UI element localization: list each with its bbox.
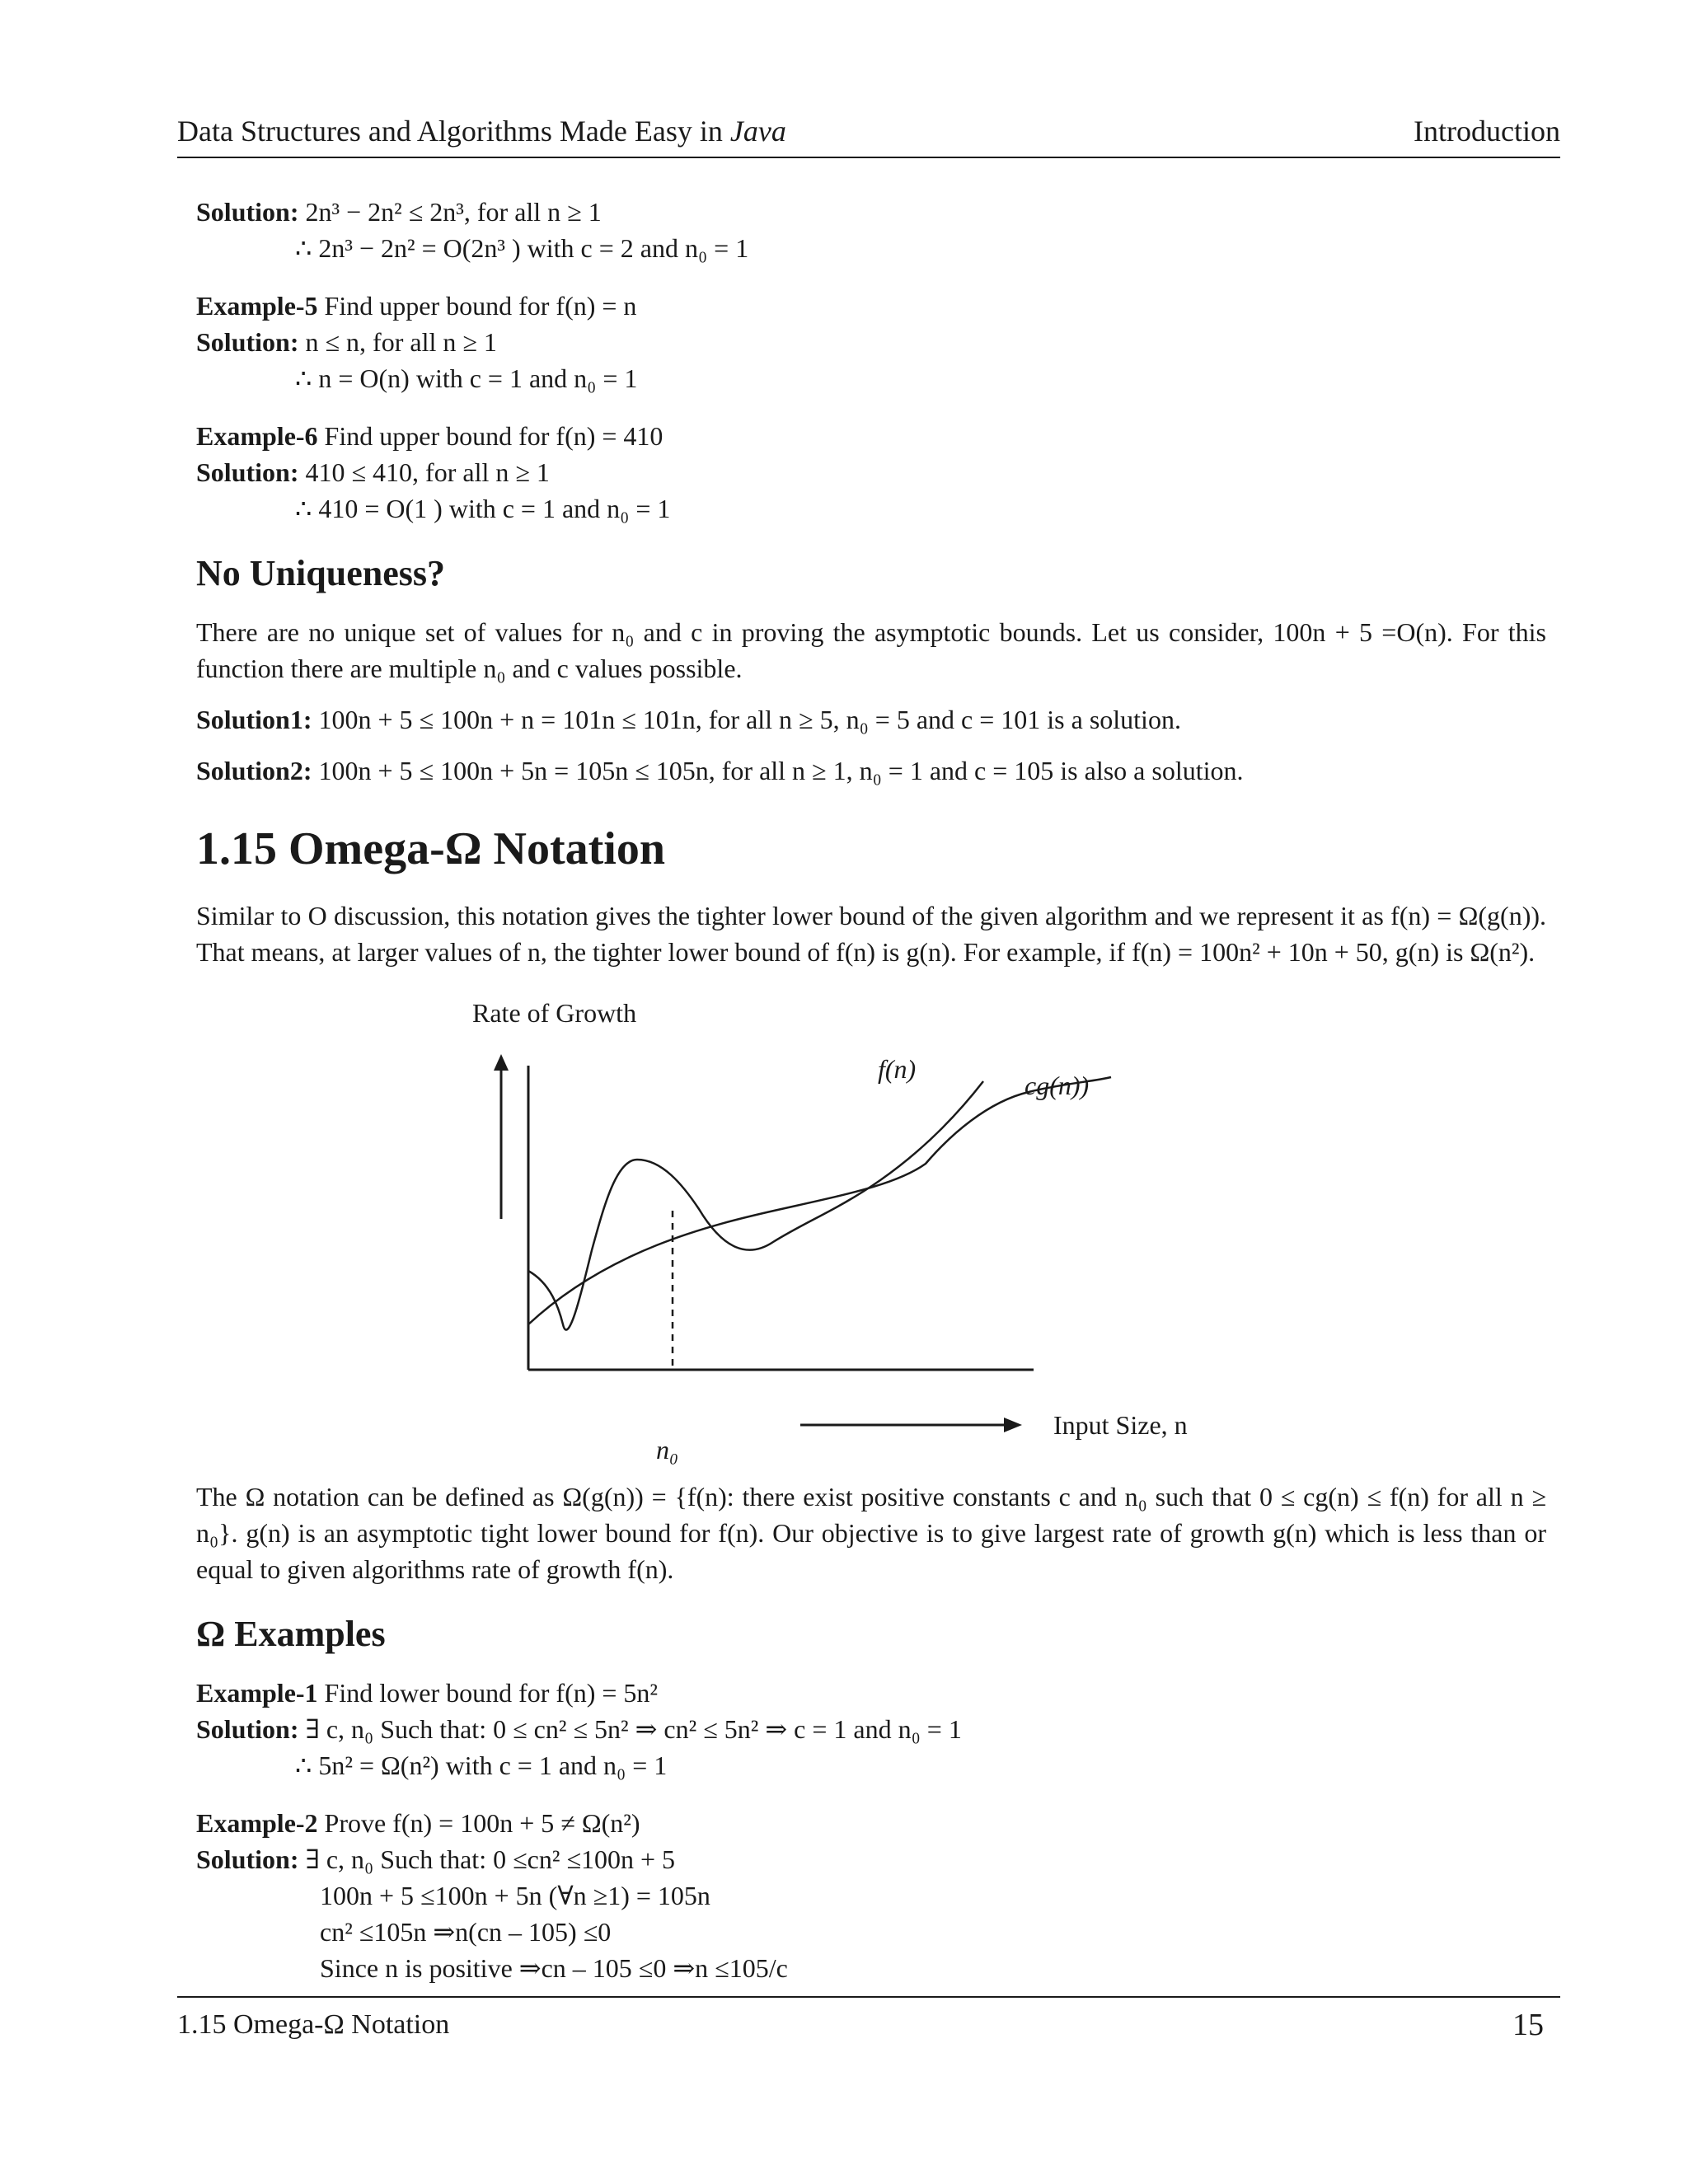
omega-example2-solution-line1: Solution: ∃ c, n₀ Such that: 0 ≤cn² ≤100n + 5 [196, 1844, 676, 1874]
example-label: Example-6 [196, 421, 318, 451]
solution-label: Solution: [196, 327, 299, 357]
cg-curve [528, 1077, 1111, 1324]
y-axis-label: Rate of Growth [472, 998, 637, 1028]
omega-paragraph: Similar to O discussion, this notation gives the tighter lower bound of the given algorithm and we represent it as f(n) = Ω(g(n)). That means, at larger values of n, the tighter lower bound of f(n) is g(n). For example, if f(n) = 100n² + 10n + 50, g(n) is Ω(n²). [196, 901, 1546, 967]
omega-definition-paragraph: The Ω notation can be defined as Ω(g(n)) = {f(n): there exist positive constants c and n₀ such that 0 ≤ cg(n) ≤ f(n) for all n ≥ n₀}. g(n) is an asymptotic tight lower bound for f(n). Our objective is to give largest rate of growth g(n) which is less than or equal to given algorithms rate of growth f(n). [196, 1482, 1546, 1584]
page-content [196, 194, 1546, 1986]
example-label: Example-2 [196, 1808, 318, 1838]
uniqueness-solution2: Solution2: 100n + 5 ≤ 100n + 5n = 105n ≤ 105n, for all n ≥ 1, n₀ = 1 and c = 105 is also a solution. [196, 756, 1244, 785]
section-heading-uniqueness: No Uniqueness? [196, 553, 445, 593]
f-curve-label: f(n) [878, 1054, 917, 1084]
chapter-name: Introduction [1414, 115, 1560, 148]
block1-solution-line1: Solution: 2n³ − 2n² ≤ 2n³, for all n ≥ 1 [196, 197, 602, 227]
solution-label: Solution: [196, 197, 299, 227]
solution-label: Solution2: [196, 756, 312, 785]
example6-solution-line2: ∴ 410 = O(1 ) with c = 1 and n₀ = 1 [295, 494, 671, 523]
omega-example2-statement: Example-2 Prove f(n) = 100n + 5 ≠ Ω(n²) [196, 1808, 640, 1838]
example5-statement: Example-5 Find upper bound for f(n) = n [196, 291, 637, 321]
omega-example1-statement: Example-1 Find lower bound for f(n) = 5n² [196, 1678, 659, 1708]
omega-example2-solution-line2: 100n + 5 ≤100n + 5n (∀n ≥1) = 105n [320, 1881, 710, 1910]
example5-solution-line2: ∴ n = O(n) with c = 1 and n₀ = 1 [295, 363, 638, 393]
example-label: Example-1 [196, 1678, 318, 1708]
f-curve [528, 1081, 983, 1330]
omega-example2-solution-line3: cn² ≤105n ⇒n(cn – 105) ≤0 [320, 1917, 612, 1947]
omega-example1-solution-line1: Solution: ∃ c, n₀ Such that: 0 ≤ cn² ≤ 5n² ⇒ cn² ≤ 5n² ⇒ c = 1 and n₀ = 1 [196, 1714, 962, 1744]
solution-label: Solution: [196, 457, 299, 487]
page-footer [177, 1996, 1560, 2046]
uniqueness-solution1: Solution1: 100n + 5 ≤ 100n + n = 101n ≤ 101n, for all n ≥ 5, n₀ = 5 and c = 101 is a solution. [196, 705, 1181, 734]
book-title: Data Structures and Algorithms Made Easy in Java [177, 115, 786, 148]
x-axis-label: Input Size, n [1053, 1410, 1188, 1440]
page-header [177, 107, 1560, 158]
page-number: 15 [1512, 2008, 1544, 2042]
section-heading-omega: 1.15 Omega-Ω Notation [196, 823, 665, 874]
footer-section-name: 1.15 Omega-Ω Notation [177, 2009, 450, 2040]
omega-example1-solution-line2: ∴ 5n² = Ω(n²) with c = 1 and n₀ = 1 [295, 1750, 668, 1780]
solution-label: Solution1: [196, 705, 312, 734]
example-label: Example-5 [196, 291, 318, 321]
n0-label: n₀ [656, 1435, 679, 1465]
example6-statement: Example-6 Find upper bound for f(n) = 410 [196, 421, 663, 451]
example6-solution-line1: Solution: 410 ≤ 410, for all n ≥ 1 [196, 457, 550, 487]
omega-example2-solution-line4: Since n is positive ⇒cn – 105 ≤0 ⇒n ≤105/c [320, 1953, 788, 1983]
x-axis-arrowhead [1004, 1418, 1022, 1432]
solution-label: Solution: [196, 1714, 299, 1744]
block1-solution-line2: ∴ 2n³ − 2n² = O(2n³ ) with c = 2 and n₀ = 1 [295, 233, 749, 263]
uniqueness-paragraph: There are no unique set of values for n₀ and c in proving the asymptotic bounds. Let us consider, 100n + 5 =O(n). For this function there are multiple n₀ and c values possible. [196, 617, 1546, 683]
section-heading-omega-examples: Ω Examples [196, 1614, 386, 1654]
y-axis-arrowhead [494, 1054, 509, 1071]
cg-curve-label: cg(n)) [1025, 1071, 1090, 1100]
omega-notation-figure [196, 995, 1597, 1469]
book-title-language: Java [729, 115, 786, 148]
example5-solution-line1: Solution: n ≤ n, for all n ≥ 1 [196, 327, 497, 357]
solution-label: Solution: [196, 1844, 299, 1874]
